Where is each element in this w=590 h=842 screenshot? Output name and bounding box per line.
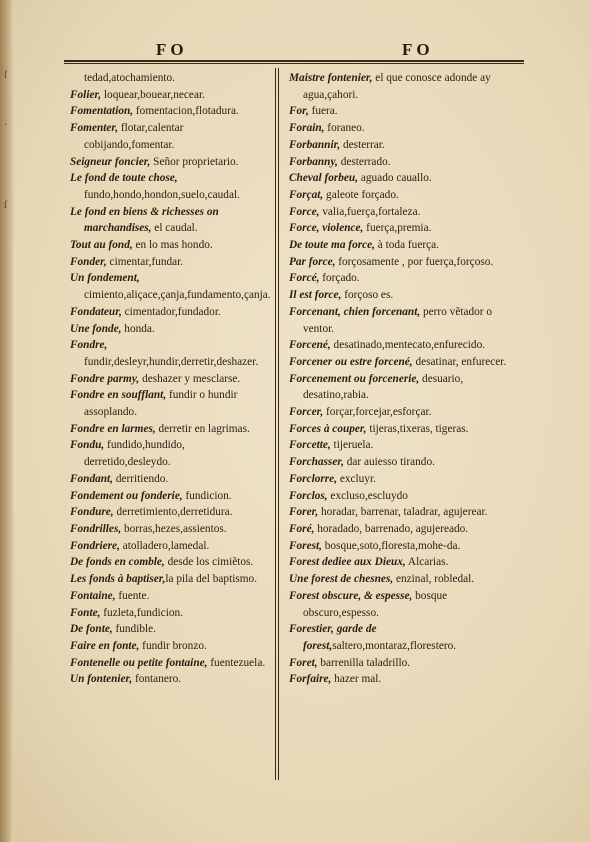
entry-headword: Forcer, <box>289 406 324 419</box>
entry-headword: Fondrilles, <box>70 522 122 535</box>
dictionary-entry <box>289 588 525 621</box>
dictionary-entry <box>70 621 272 638</box>
entry-definition: fuzleta,fundicion. <box>100 606 183 619</box>
dictionary-entry <box>70 588 272 605</box>
entry-headword: Tout au fond, <box>70 239 133 252</box>
entry-definition: honda. <box>121 322 155 335</box>
entry-definition: fuerça,premia. <box>363 222 432 235</box>
entry-definition: el que conosce adonde ay agua,çahori. <box>303 72 491 101</box>
header-rule-thin <box>64 63 524 64</box>
entry-headword: Force, <box>289 205 320 218</box>
entry-definition: horadado, barrenado, agujereado. <box>314 522 469 535</box>
dictionary-entry <box>70 70 272 87</box>
entry-definition: galeote forçado. <box>323 188 399 201</box>
entry-headword: Un fondement, <box>70 272 140 285</box>
entry-definition: derretir en lagrimas. <box>155 422 250 435</box>
entry-definition: forçosamente , por fuerça,forçoso. <box>335 255 494 268</box>
entry-headword: Cheval forbeu, <box>289 172 359 185</box>
entry-headword: Forclos, <box>289 489 328 502</box>
dictionary-entry <box>289 287 525 304</box>
dictionary-entry <box>70 538 272 555</box>
dictionary-entry <box>70 471 272 488</box>
dictionary-entry <box>70 304 272 321</box>
dictionary-entry <box>70 337 272 370</box>
entry-definition: tijeruela. <box>330 439 374 452</box>
entry-headword: Une fonde, <box>70 322 122 335</box>
entry-headword: Forcené, <box>289 339 331 352</box>
entry-definition: fundo,hondo,hondon,suelo,caudal. <box>84 188 240 201</box>
entry-headword: Forcette, <box>289 439 331 452</box>
entry-definition: fuente. <box>115 589 150 602</box>
column-divider-second <box>278 68 279 780</box>
dictionary-entry <box>70 605 272 622</box>
entry-headword: De toute ma force, <box>289 239 375 252</box>
entry-definition: fuentezuela. <box>207 656 266 669</box>
entry-definition: Alcarias. <box>405 556 449 569</box>
entry-definition: excluso,escluydo <box>327 489 408 502</box>
entry-headword: Faire en fonte, <box>70 639 140 652</box>
entry-headword: Fondant, <box>70 472 114 485</box>
entry-headword: Fondu, <box>70 439 105 452</box>
entry-headword: Foré, <box>289 522 315 535</box>
entry-definition: flotar,calentar cobijando,fomentar. <box>84 122 184 151</box>
entry-headword: Forer, <box>289 506 319 519</box>
entry-headword: Le fond de toute chose, <box>70 172 178 185</box>
margin-mark: ſ <box>4 200 7 211</box>
dictionary-entry <box>70 270 272 303</box>
entry-headword: Forclorre, <box>289 472 338 485</box>
entry-headword: Forest, <box>289 539 322 552</box>
dictionary-entry <box>70 103 272 120</box>
dictionary-entry <box>289 488 525 505</box>
dictionary-entry <box>289 137 525 154</box>
dictionary-entry <box>289 538 525 555</box>
dictionary-entry <box>70 504 272 521</box>
entry-definition: tedad,atochamiento. <box>84 72 175 84</box>
entry-definition: derretimiento,derretidura. <box>113 506 233 519</box>
column-divider <box>275 68 276 780</box>
entry-definition: barrenilla taladrillo. <box>317 656 411 669</box>
entry-definition: derritiendo. <box>113 472 169 485</box>
dictionary-entry <box>289 454 525 471</box>
entry-definition: fundir,desleyr,hundir,derretir,deshazer. <box>84 355 259 368</box>
entry-definition: cimiento,aliçace,çanja,fundamento,çanja. <box>84 289 271 302</box>
entry-headword: Fondement ou fonderie, <box>70 489 183 502</box>
entry-headword: Par force, <box>289 255 336 268</box>
entry-definition: deshazer y mesclarse. <box>139 372 241 385</box>
dictionary-entry <box>70 321 272 338</box>
entry-headword: Seigneur foncier, <box>70 155 151 168</box>
dictionary-entry <box>70 638 272 655</box>
entry-definition: desatinado,mentecato,enfurecido. <box>330 339 486 352</box>
dictionary-entry <box>289 621 525 654</box>
dictionary-entry <box>289 571 525 588</box>
entry-definition: bosque,soto,floresta,mohe-da. <box>321 539 461 552</box>
entry-headword: For, <box>289 105 309 118</box>
dictionary-entry <box>70 554 272 571</box>
dictionary-entry <box>289 204 525 221</box>
entry-headword: Forbanny, <box>289 155 338 168</box>
entry-headword: Forestier, garde de forest, <box>289 623 377 652</box>
entry-headword: Fondure, <box>70 506 114 519</box>
dictionary-entry <box>70 154 272 171</box>
entry-headword: Folier, <box>70 88 102 101</box>
entry-definition: tijeras,tixeras, tigeras. <box>366 422 469 435</box>
entry-headword: Fondre en larmes, <box>70 422 156 435</box>
left-column <box>70 70 272 688</box>
entry-headword: Forcener ou estre forcené, <box>289 355 413 368</box>
dictionary-entry <box>289 170 525 187</box>
entry-definition: forçado. <box>319 272 360 285</box>
entry-definition: loquear,bouear,necear. <box>101 88 205 101</box>
entry-headword: Forchasser, <box>289 456 344 469</box>
dictionary-entry <box>289 655 525 672</box>
dictionary-entry <box>289 521 525 538</box>
entry-definition: forçar,forcejar,esforçar. <box>323 406 432 419</box>
entry-definition: excluyr. <box>337 472 376 485</box>
entry-definition: desterrado. <box>337 155 391 168</box>
dictionary-entry <box>289 671 525 688</box>
dictionary-entry <box>70 437 272 470</box>
dictionary-entry <box>289 421 525 438</box>
entry-definition: perro vẽtador o ventor. <box>303 305 493 335</box>
entry-definition: dar auiesso tirando. <box>343 456 435 469</box>
entry-headword: Un fontenier, <box>70 673 133 686</box>
entry-headword: Forest dediee aux Dieux, <box>289 556 406 569</box>
dictionary-entry <box>70 87 272 104</box>
entry-definition: horadar, barrenar, taladrar, agujerear. <box>318 506 488 519</box>
dictionary-entry <box>289 120 525 137</box>
entry-headword: Fondriere, <box>70 539 120 552</box>
entry-headword: De fonte, <box>70 623 113 636</box>
entry-definition: enzinal, robledal. <box>393 573 475 586</box>
entry-headword: Forfaire, <box>289 673 332 686</box>
entry-headword: Fomentation, <box>70 105 134 118</box>
dictionary-entry <box>70 421 272 438</box>
entry-definition: en lo mas hondo. <box>132 239 213 252</box>
dictionary-entry <box>289 471 525 488</box>
entry-headword: Forest obscure, & espesse, <box>289 589 413 602</box>
dictionary-entry <box>70 571 272 588</box>
entry-definition: valia,fuerça,fortaleza. <box>319 205 421 218</box>
dictionary-entry <box>289 337 525 354</box>
entry-definition: fundir bronzo. <box>139 639 207 652</box>
entry-definition: atolladero,lamedal. <box>119 539 210 552</box>
entry-headword: Forcenement ou forcenerie, <box>289 372 420 385</box>
entry-headword: Forcé, <box>289 272 320 285</box>
dictionary-entry <box>289 270 525 287</box>
dictionary-entry <box>289 103 525 120</box>
entry-headword: Forbannir, <box>289 138 341 151</box>
dictionary-entry <box>289 254 525 271</box>
entry-definition: desatinar, enfurecer. <box>412 355 507 368</box>
entry-definition: la pila del baptismo. <box>165 573 258 586</box>
dictionary-entry <box>70 254 272 271</box>
dictionary-entry <box>289 354 525 371</box>
entry-headword: Forces à couper, <box>289 422 367 435</box>
entry-definition: aguado cauallo. <box>358 172 432 185</box>
entry-headword: De fonds en comble, <box>70 556 165 569</box>
entry-headword: Fondateur, <box>70 305 122 318</box>
entry-definition: Señor proprietario. <box>150 155 239 168</box>
entry-headword: Forçat, <box>289 188 324 201</box>
dictionary-entry <box>289 437 525 454</box>
dictionary-entry <box>70 671 272 688</box>
entry-definition: saltero,montaraz,florestero. <box>332 639 457 652</box>
entry-headword: Forcenant, chien forcenant, <box>289 305 421 318</box>
entry-definition: cimentar,fundar. <box>106 255 184 268</box>
dictionary-entry <box>289 404 525 421</box>
entry-headword: Fondre parmy, <box>70 372 140 385</box>
entry-headword: Force, violence, <box>289 222 364 235</box>
entry-headword: Fonder, <box>70 255 107 268</box>
entry-definition: desuario, desatino,rabia. <box>303 372 464 402</box>
margin-mark: · <box>4 120 8 131</box>
running-header-left: FO <box>156 40 188 59</box>
entry-definition: el caudal. <box>151 222 198 235</box>
entry-headword: Fondre en soufflant, <box>70 389 167 402</box>
dictionary-entry <box>289 304 525 337</box>
entry-definition: borras,hezes,assientos. <box>121 522 227 535</box>
entry-headword: Fondre, <box>70 339 108 352</box>
dictionary-entry <box>70 170 272 203</box>
entry-definition: fundicion. <box>182 489 232 502</box>
dictionary-entry <box>70 204 272 237</box>
header-rule <box>64 60 524 62</box>
entry-definition: fomentacion,flotadura. <box>133 105 239 118</box>
entry-headword: Fonte, <box>70 606 101 619</box>
entry-headword: Une forest de chesnes, <box>289 573 394 586</box>
entry-headword: Le fond en biens & richesses on marchandises, <box>70 205 219 235</box>
entry-definition: foraneo. <box>324 122 365 135</box>
dictionary-entry <box>289 187 525 204</box>
entry-definition: desde los cimiẽtos. <box>164 556 254 569</box>
entry-headword: Fomenter, <box>70 122 119 135</box>
dictionary-entry <box>70 387 272 420</box>
entry-definition: fundido,hundido, derretido,desleydo. <box>84 439 185 469</box>
entry-definition: à toda fuerça. <box>374 239 439 252</box>
entry-headword: Forain, <box>289 122 325 135</box>
entry-headword: Fontenelle ou petite fontaine, <box>70 656 208 669</box>
dictionary-entry <box>289 554 525 571</box>
dictionary-entry <box>70 120 272 153</box>
right-column <box>289 70 525 688</box>
entry-definition: forçoso es. <box>341 289 394 302</box>
dictionary-entry <box>70 488 272 505</box>
entry-headword: Les fonds à baptiser, <box>70 573 166 586</box>
entry-headword: Il est force, <box>289 289 342 302</box>
dictionary-entry <box>289 371 525 404</box>
entry-definition: fundible. <box>112 623 156 636</box>
entry-definition: bosque obscuro,espesso. <box>303 589 448 619</box>
dictionary-entry <box>70 521 272 538</box>
dictionary-entry <box>289 220 525 237</box>
entry-definition: cimentador,fundador. <box>121 305 221 318</box>
entry-definition: fontanero. <box>132 673 182 686</box>
entry-definition: desterrar. <box>340 138 385 151</box>
dictionary-entry <box>70 655 272 672</box>
margin-mark: ſ <box>4 70 7 81</box>
entry-definition: fuera. <box>308 105 338 118</box>
dictionary-entry <box>289 237 525 254</box>
dictionary-entry <box>70 371 272 388</box>
dictionary-entry <box>289 70 525 103</box>
entry-headword: Fontaine, <box>70 589 116 602</box>
entry-definition: hazer mal. <box>331 673 382 686</box>
entry-definition: fundir o hundir assoplando. <box>84 389 238 419</box>
dictionary-entry <box>70 237 272 254</box>
running-header-right: FO <box>402 40 434 59</box>
dictionary-entry <box>289 504 525 521</box>
dictionary-entry <box>289 154 525 171</box>
entry-headword: Foret, <box>289 656 318 669</box>
entry-headword: Maistre fontenier, <box>289 72 373 84</box>
